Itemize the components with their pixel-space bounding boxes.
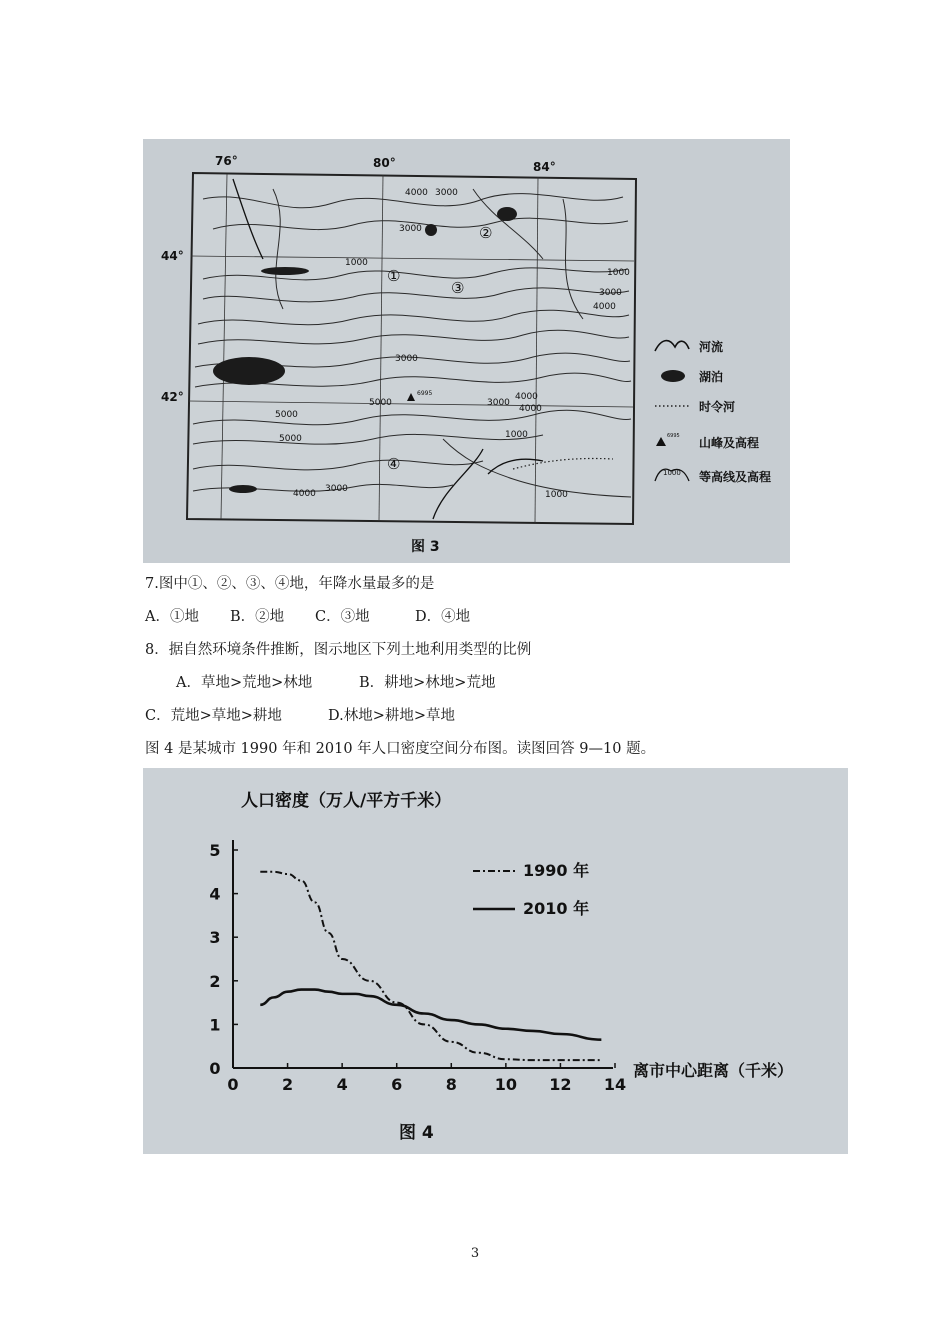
region-marker-3: ③ [451, 279, 465, 297]
contour-label: 5000 [369, 398, 392, 408]
contour-label: 5000 [279, 434, 302, 444]
y-tick-label: 5 [209, 841, 221, 860]
q8-option-d: D.林地>耕地>草地 [328, 708, 456, 724]
x-tick-label: 10 [494, 1075, 517, 1094]
y-tick-label: 0 [209, 1059, 221, 1078]
map-legend [655, 339, 771, 484]
contour-label: 4000 [593, 302, 616, 312]
lake-3 [497, 207, 517, 221]
lat-label-44: 44° [161, 249, 184, 263]
legend-label: 湖泊 [699, 370, 724, 384]
legend-label-2010: 2010 年 [523, 899, 590, 918]
contour-label: 3000 [399, 224, 422, 234]
figure-4-caption: 图 4 [399, 1123, 434, 1143]
q8-option-b: B．耕地>林地>荒地 [359, 675, 496, 691]
legend-label: 等高线及高程 [699, 470, 772, 484]
legend-peak-value: 6995 [667, 433, 680, 439]
q7-option-a: A．①地 [145, 609, 199, 625]
lon-label-84: 84° [533, 160, 556, 174]
contour-label: 5000 [275, 410, 298, 420]
y-tick-label: 4 [209, 884, 221, 904]
x-tick-label: 6 [391, 1075, 403, 1094]
contour-label: 3000 [599, 288, 622, 298]
legend-label: 山峰及高程 [699, 436, 760, 450]
question-8: 8．据自然环境条件推断，图示地区下列土地利用类型的比例 [145, 642, 532, 658]
y-tick-label: 1 [209, 1015, 221, 1035]
q8-option-a: A．草地>荒地>林地 [176, 675, 313, 691]
y-tick-label: 3 [209, 928, 221, 948]
lat-label-42: 42° [161, 390, 184, 404]
chart-legend [473, 861, 589, 918]
contour-label: 3000 [395, 354, 418, 364]
contour-label: 1000 [545, 490, 568, 500]
figure-3-caption: 图 3 [411, 539, 440, 555]
contour-label: 4000 [405, 188, 428, 198]
contour-label: 4000 [519, 404, 542, 414]
contour-label: 4000 [293, 489, 316, 499]
region-marker-1: ① [387, 267, 401, 285]
x-tick-label: 12 [549, 1075, 572, 1094]
chart-svg [143, 768, 848, 1154]
x-tick-label: 0 [227, 1075, 239, 1094]
figure-4-intro: 图 4 是某城市 1990 年和 2010 年人口密度空间分布图。读图回答 9—10 题。 [145, 741, 656, 757]
legend-label-1990: 1990 年 [523, 861, 590, 880]
x-tick-label: 2 [282, 1075, 294, 1094]
legend-label: 河流 [699, 340, 724, 354]
contour-label: 4000 [515, 392, 538, 402]
x-axis-label: 离市中心距离（千米） [633, 1061, 794, 1080]
page-number: 3 [470, 1246, 480, 1261]
contour-label: 1000 [345, 258, 368, 268]
question-8-options-row1 [176, 671, 495, 692]
series-line-1 [260, 990, 601, 1040]
figure-3-map [143, 139, 790, 563]
legend-contour-value: 1000 [663, 469, 681, 477]
q7-option-b: B．②地 [230, 609, 285, 625]
question-8-options-row2 [145, 704, 455, 725]
river-icon [655, 341, 689, 351]
contour-label: 1000 [505, 430, 528, 440]
lake-2 [213, 357, 285, 385]
peak-icon [656, 437, 666, 446]
lon-label-76: 76° [215, 154, 238, 168]
lake-4 [425, 224, 437, 236]
contour-label: 3000 [435, 188, 458, 198]
contour-label: 3000 [325, 484, 348, 494]
q8-option-c: C．荒地>草地>耕地 [145, 708, 282, 724]
question-7-options [145, 605, 470, 626]
figure-4-chart [143, 768, 848, 1154]
x-tick-label: 14 [603, 1075, 627, 1094]
y-tick-label: 2 [209, 971, 221, 991]
x-tick-label: 8 [445, 1075, 457, 1094]
contour-label: 3000 [487, 398, 510, 408]
x-tick-label: 4 [336, 1075, 348, 1094]
legend-label: 时令河 [699, 400, 736, 414]
q7-option-d: D．④地 [415, 609, 471, 625]
map-svg [143, 139, 790, 563]
lake-5 [229, 485, 257, 493]
region-marker-2: ② [479, 224, 493, 242]
contour-label: 1000 [607, 268, 630, 278]
question-7: 7.图中①、②、③、④地，年降水量最多的是 [145, 576, 435, 592]
region-marker-4: ④ [387, 455, 401, 473]
peak-elevation-label: 6995 [417, 390, 433, 397]
q7-option-c: C．③地 [315, 609, 370, 625]
lake-icon [661, 370, 685, 382]
lon-label-80: 80° [373, 156, 396, 170]
lake-1 [261, 267, 309, 275]
y-axis-label: 人口密度（万人/平方千米） [241, 791, 452, 811]
